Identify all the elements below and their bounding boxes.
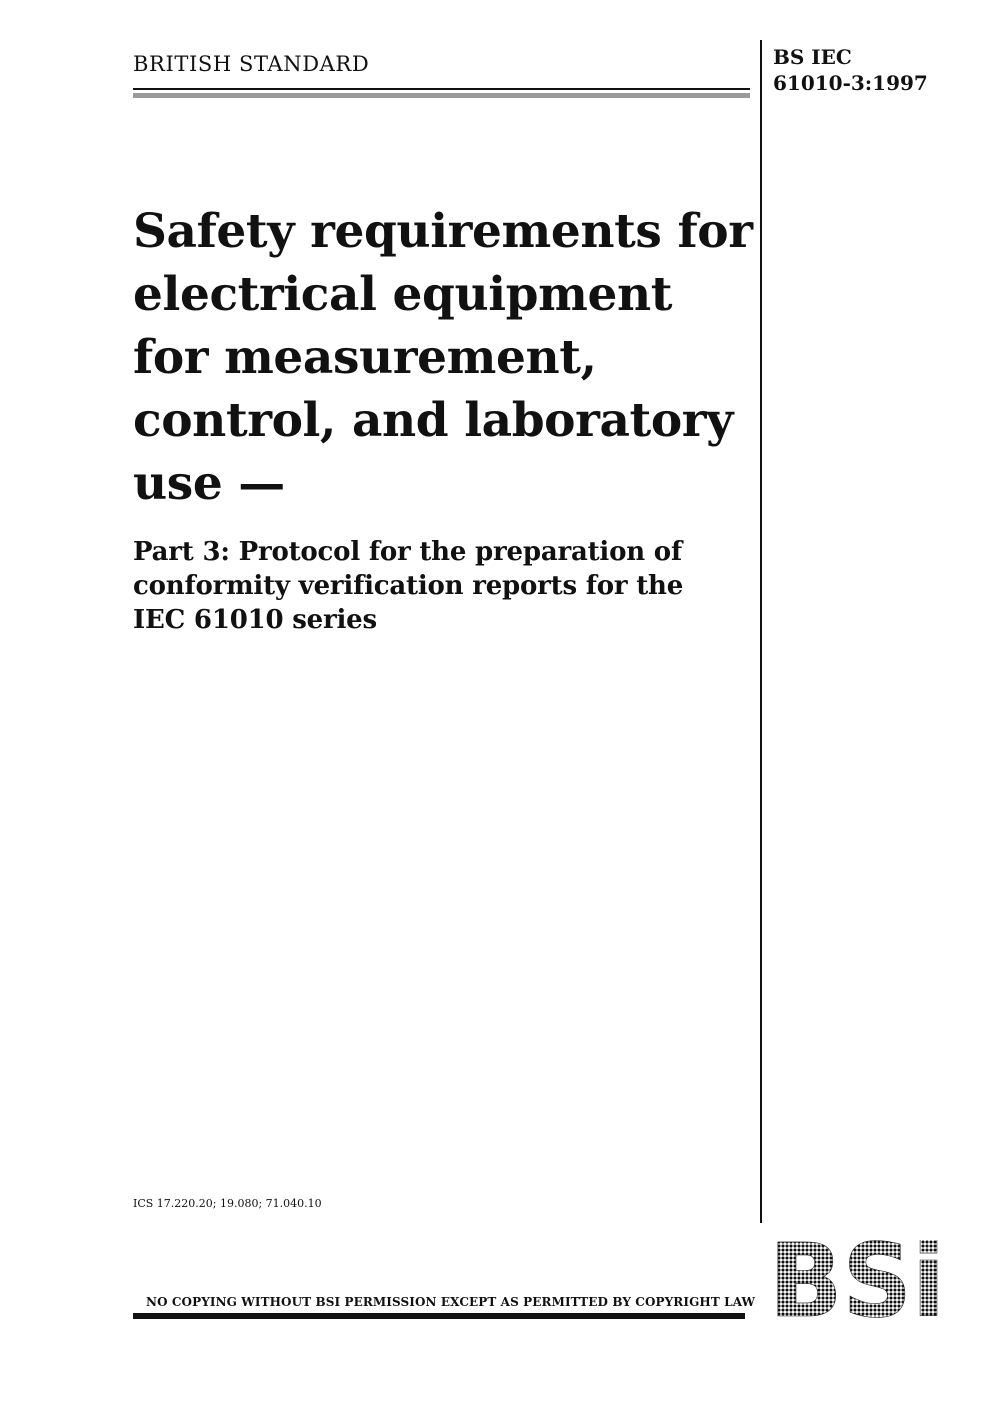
footer-rule [133,1313,745,1319]
header-label: BRITISH STANDARD [133,52,370,76]
svg-text:BSi: BSi [769,1240,945,1320]
header-rule [133,88,750,90]
subtitle-line: conformity verification reports for the [133,571,684,601]
bsi-logo-icon [769,1240,945,1320]
ics-code: ICS 17.220.20; 19.080; 71.040.10 [133,1197,322,1210]
header-grey-rule [133,93,750,98]
title-line: use — [133,456,285,511]
subtitle-line: Part 3: Protocol for the preparation of [133,537,682,567]
subtitle [133,535,753,637]
title-line: for measurement, [133,330,597,385]
subtitle-line: IEC 61010 series [133,605,377,635]
main-title [133,200,753,515]
standard-number-line: 61010-3:1997 [773,71,928,95]
standard-number-line: BS IEC [773,45,852,69]
standard-number [773,44,928,96]
copyright-notice: NO COPYING WITHOUT BSI PERMISSION EXCEPT AS PERMITTED BY COPYRIGHT LAW [146,1295,756,1309]
title-line: control, and laboratory [133,393,734,448]
title-line: electrical equipment [133,267,673,322]
title-line: Safety requirements for [133,204,753,259]
vertical-divider [760,40,762,1223]
